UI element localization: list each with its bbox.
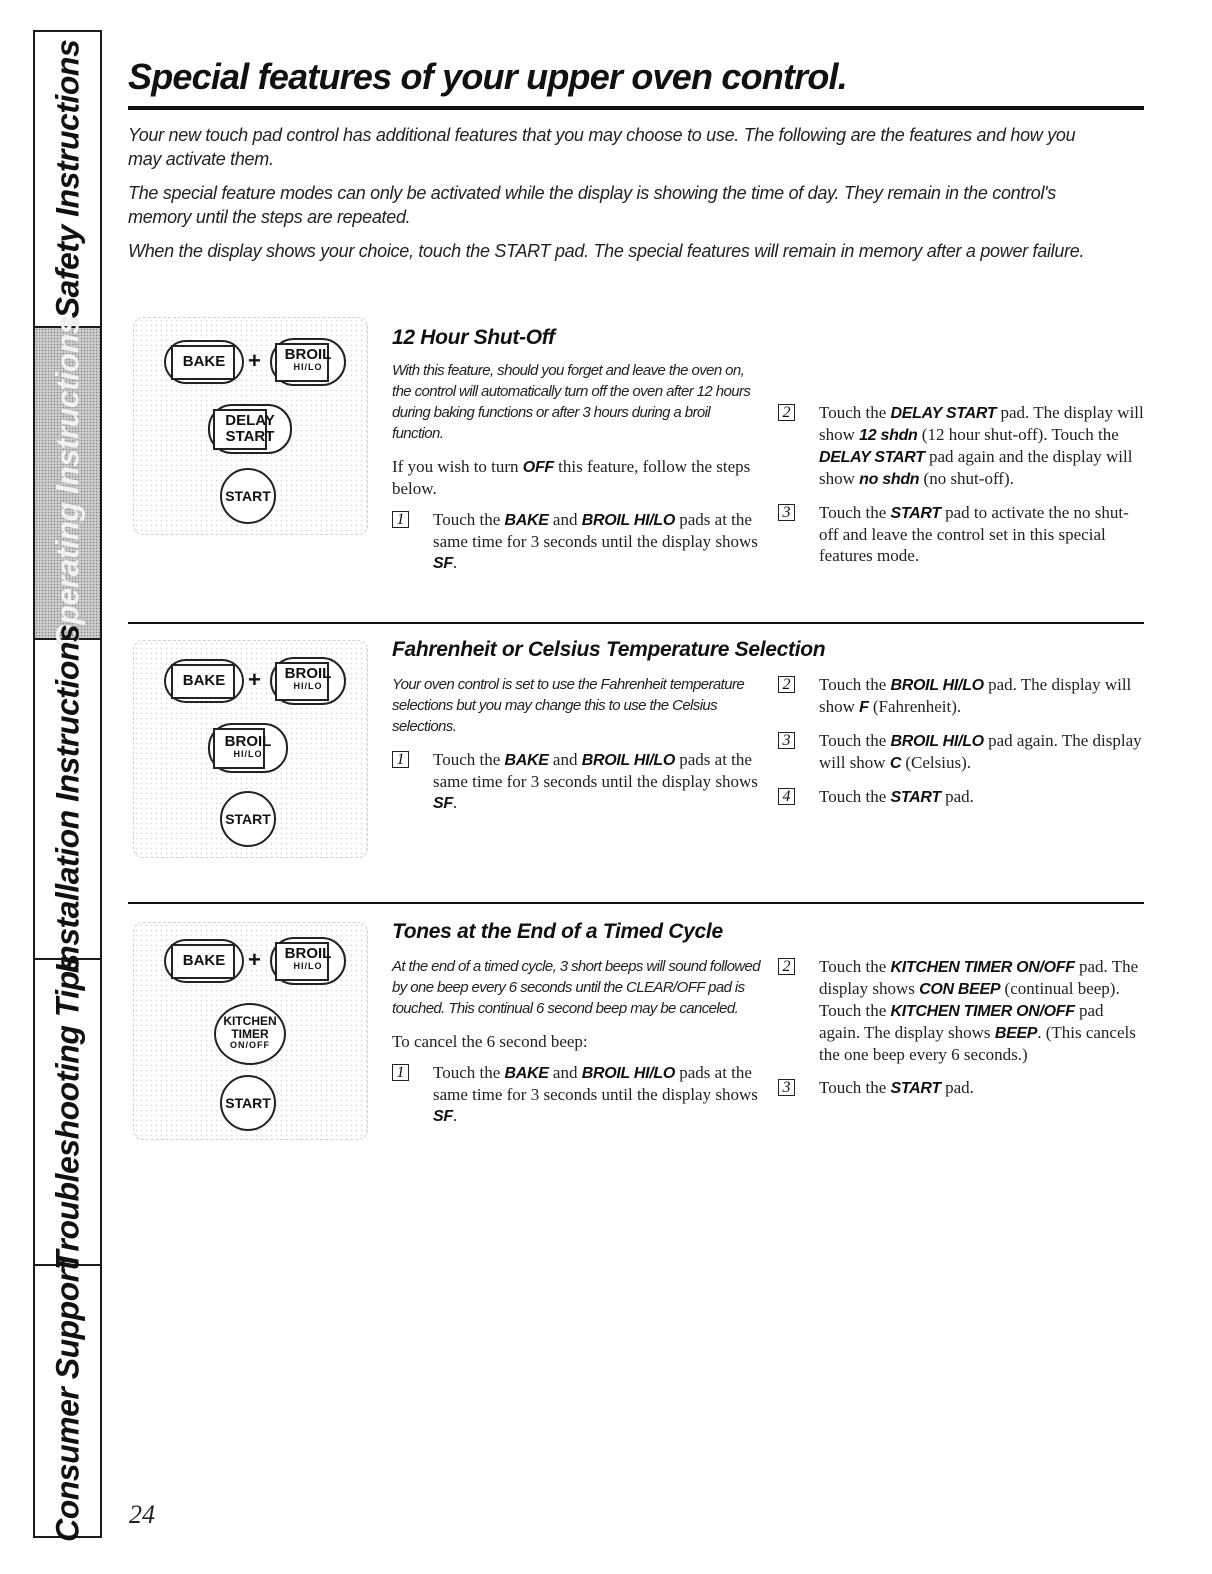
bake-pad bbox=[164, 340, 244, 384]
step-number: 2 bbox=[778, 676, 795, 693]
start-pad bbox=[220, 791, 276, 847]
section-temperature-selection bbox=[128, 622, 1144, 904]
step-number: 2 bbox=[778, 958, 795, 975]
delay-pad-sublabel: START bbox=[225, 428, 275, 445]
start-pad-label: START bbox=[225, 1095, 271, 1111]
plus-sign: + bbox=[248, 348, 261, 373]
tab-safety-instructions[interactable] bbox=[35, 32, 100, 328]
section-title: Fahrenheit or Celsius Temperature Selection bbox=[392, 638, 826, 661]
step-1: 1 Touch the BAKE and BROIL HI/LO pads at the same time for 3 seconds until the display shows SF. bbox=[392, 509, 762, 574]
kitchen-pad-label: KITCHEN bbox=[223, 1014, 277, 1028]
step-number: 4 bbox=[778, 788, 795, 805]
plus-sign: + bbox=[248, 667, 261, 692]
plus-sign: + bbox=[248, 947, 261, 972]
kitchen-pad-label-2: TIMER bbox=[231, 1027, 269, 1041]
start-pad-label: START bbox=[225, 488, 271, 504]
step-2: 2 Touch the KITCHEN TIMER ON/OFF pad. The display shows CON BEEP (continual beep). Touch the KITCHEN TIMER ON/OFF pad again. The display shows BEEP. (This cancels the one beep every 6 seconds.) bbox=[778, 956, 1148, 1065]
step-3: 3 Touch the START pad to activate the no shut-off and leave the control set in this special features mode. bbox=[778, 502, 1148, 566]
kitchen-pad-sublabel: ON/OFF bbox=[230, 1040, 270, 1050]
broil-hilo-pad bbox=[208, 723, 288, 773]
tab-installation-instructions[interactable] bbox=[35, 624, 100, 974]
start-pad bbox=[220, 1075, 276, 1131]
broil-pad-label: BROIL bbox=[284, 945, 332, 962]
start-pad-label: START bbox=[225, 811, 271, 827]
bake-pad bbox=[164, 939, 244, 983]
section-title: 12 Hour Shut-Off bbox=[392, 326, 555, 349]
broil-pad bbox=[270, 937, 346, 985]
intro-paragraph: Your new touch pad control has additional features that you may choose to use. The following are the features and how you may activate them. bbox=[128, 125, 1076, 169]
step-number: 1 bbox=[392, 511, 409, 528]
feature-note: At the end of a timed cycle, 3 short beeps will sound followed by one beep every 6 seconds until the CLEAR/OFF pad is touched. This continual 6 second beep may be canceled. bbox=[392, 958, 761, 1017]
right-column bbox=[778, 674, 1148, 820]
section-tones bbox=[128, 902, 1144, 1234]
page-title: Special features of your upper oven control. bbox=[128, 48, 1144, 110]
step-number: 1 bbox=[392, 751, 409, 768]
step-1: 1 Touch the BAKE and BROIL HI/LO pads at the same time for 3 seconds until the display shows SF. bbox=[392, 1062, 762, 1127]
control-panel-illustration bbox=[133, 317, 368, 535]
tab-operating-instructions[interactable] bbox=[35, 316, 100, 650]
intro-paragraph: When the display shows your choice, touch the START pad. The special features will remain in memory after a power failure. bbox=[128, 241, 1085, 261]
tab-label: Installation Instructions bbox=[49, 624, 85, 974]
step-number: 3 bbox=[778, 732, 795, 749]
right-column bbox=[778, 956, 1148, 1111]
tab-label: Safety Instructions bbox=[49, 39, 85, 319]
step-2: 2 Touch the BROIL HI/LO pad. The display will show F (Fahrenheit). bbox=[778, 674, 1148, 718]
intro-paragraph: The special feature modes can only be activated while the display is showing the time of day. They remain in the control's memory until the steps are repeated. bbox=[128, 183, 1057, 227]
broil-pad-sublabel: HI/LO bbox=[293, 681, 323, 691]
tab-label: Consumer Support bbox=[49, 1260, 85, 1542]
section-title: Tones at the End of a Timed Cycle bbox=[392, 920, 723, 943]
broil-pad bbox=[270, 657, 346, 705]
right-column bbox=[778, 402, 1148, 578]
delay-pad-label: DELAY bbox=[225, 412, 275, 429]
bake-pad-label: BAKE bbox=[182, 672, 226, 689]
broil-pad-sublabel: HI/LO bbox=[293, 961, 323, 971]
step-3: 3 Touch the START pad. bbox=[778, 1077, 1148, 1099]
feature-note: With this feature, should you forget and leave the oven on, the control will automatically turn off the oven after 12 hours during baking functions or after 3 hours during a broil function. bbox=[392, 362, 751, 442]
control-panel-illustration bbox=[133, 922, 368, 1140]
tab-consumer-support[interactable] bbox=[35, 1260, 100, 1542]
step-2: 2 Touch the DELAY START pad. The display will show 12 shdn (12 hour shut-off). Touch the DELAY START pad again and the display will show no shdn (no shut-off). bbox=[778, 402, 1148, 490]
page-content bbox=[128, 48, 1144, 1125]
broil-pad bbox=[270, 338, 346, 386]
control-panel-illustration bbox=[133, 640, 368, 858]
step-4: 4 Touch the START pad. bbox=[778, 786, 1148, 808]
section-12-hour-shutoff bbox=[128, 314, 1144, 624]
intro bbox=[128, 123, 1088, 263]
step-number: 2 bbox=[778, 404, 795, 421]
tab-troubleshooting-tips[interactable] bbox=[35, 954, 100, 1270]
delay-start-pad bbox=[208, 404, 292, 454]
broil-pad-sublabel: HI/LO bbox=[233, 749, 263, 759]
step-number: 1 bbox=[392, 1064, 409, 1081]
step-1: 1 Touch the BAKE and BROIL HI/LO pads at the same time for 3 seconds until the display shows SF. bbox=[392, 749, 762, 814]
left-column bbox=[392, 956, 762, 1139]
broil-pad-label: BROIL bbox=[284, 665, 332, 682]
start-pad bbox=[220, 468, 276, 524]
left-column bbox=[392, 360, 762, 586]
broil-pad-sublabel: HI/LO bbox=[293, 362, 323, 372]
tab-label: Operating Instructions bbox=[49, 316, 85, 650]
bake-pad bbox=[164, 659, 244, 703]
bake-pad-label: BAKE bbox=[182, 952, 226, 969]
bake-pad-label: BAKE bbox=[182, 353, 226, 370]
step-number: 3 bbox=[778, 1079, 795, 1096]
broil-pad-label: BROIL bbox=[224, 733, 272, 750]
body-text: To cancel the 6 second beep: bbox=[392, 1032, 588, 1051]
section-tabs bbox=[33, 30, 102, 1542]
step-number: 3 bbox=[778, 504, 795, 521]
kitchen-timer-pad bbox=[214, 1003, 286, 1065]
step-3: 3 Touch the BROIL HI/LO pad again. The display will show C (Celsius). bbox=[778, 730, 1148, 774]
tab-label: Troubleshooting Tips bbox=[49, 954, 85, 1270]
page-number: 24 bbox=[129, 1500, 155, 1529]
broil-pad-label: BROIL bbox=[284, 346, 332, 363]
body-text: If you wish to turn OFF this feature, follow the steps below. bbox=[392, 457, 751, 498]
left-column bbox=[392, 674, 762, 826]
feature-note: Your oven control is set to use the Fahrenheit temperature selections but you may change this to use the Celsius selections. bbox=[392, 676, 745, 735]
